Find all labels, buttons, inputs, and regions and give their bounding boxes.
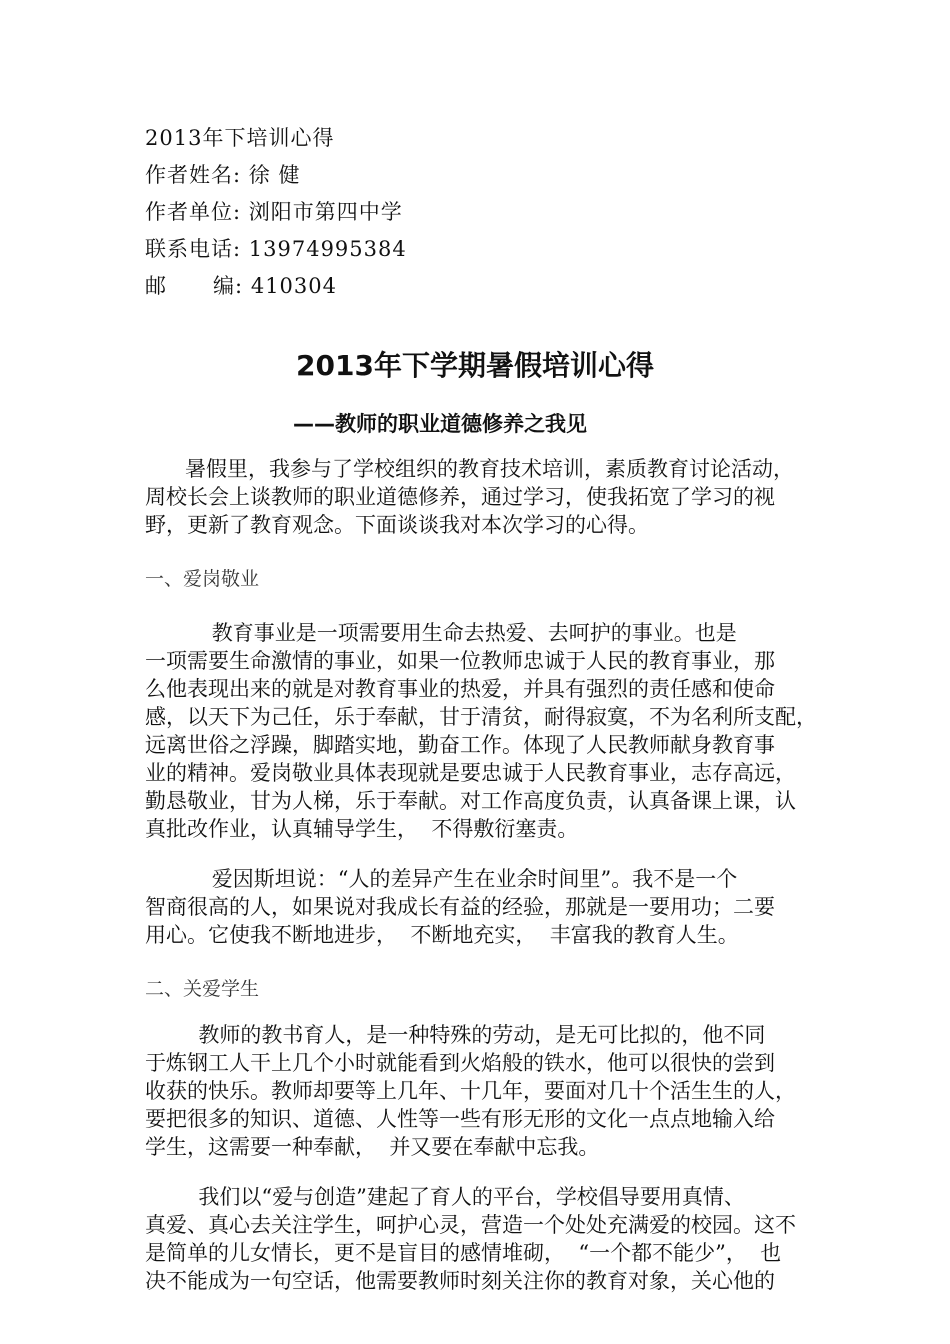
paragraph-line: 于炼钢工人干上几个小时就能看到火焰般的铁水，他可以很快的尝到 bbox=[145, 1051, 775, 1075]
paragraph-line: 勤恳敬业，甘为人梯，乐于奉献。对工作高度负责，认真备课上课，认 bbox=[145, 789, 796, 813]
paragraph-line: 一项需要生命激情的事业，如果一位教师忠诚于人民的教育事业，那 bbox=[145, 649, 775, 673]
author-unit-line bbox=[145, 194, 825, 231]
paragraph-line: 远离世俗之浮躁，脚踏实地，勤奋工作。体现了人民教师献身教育事 bbox=[145, 733, 775, 757]
paragraph-line: 真爱、真心去关注学生，呵护心灵，营造一个处处充满爱的校园。这不 bbox=[145, 1213, 796, 1237]
paragraph-line: 感，以天下为己任，乐于奉献，甘于清贫，耐得寂寞，不为名利所支配， bbox=[145, 705, 817, 729]
paragraph-line: 决不能成为一句空话，他需要教师时刻关注你的教育对象，关心他的 bbox=[145, 1269, 775, 1293]
paragraph-line: 爱因斯坦说：“人的差异产生在业余时间里”。我不是一个 bbox=[145, 867, 738, 891]
intro-line: 周校长会上谈教师的职业道德修养，通过学习，使我拓宽了学习的视 bbox=[145, 485, 775, 509]
phone-value: 13974995384 bbox=[248, 237, 407, 261]
section1-paragraph-2 bbox=[145, 865, 825, 949]
section-heading: 一、爱岗敬业 bbox=[145, 568, 260, 590]
header-title-line: 2013年下培训心得 bbox=[145, 126, 335, 150]
postcode-value: 410304 bbox=[250, 274, 337, 298]
paragraph-line: 教师的教书育人，是一种特殊的劳动，是无可比拟的，他不同 bbox=[145, 1023, 766, 1047]
author-name-line bbox=[145, 157, 825, 194]
unit-label: 作者单位: bbox=[145, 200, 242, 224]
paragraph-line: 学生，这需要一种奉献， 并又要在奉献中忘我。 bbox=[145, 1135, 600, 1159]
document-header bbox=[145, 120, 825, 305]
document-body bbox=[145, 455, 825, 1295]
paragraph-line: 么他表现出来的就是对教育事业的热爱，并具有强烈的责任感和使命 bbox=[145, 677, 775, 701]
document-title: 2013年下学期暑假培训心得 bbox=[296, 349, 654, 382]
phone-line bbox=[145, 231, 825, 268]
author-label: 作者姓名: bbox=[145, 163, 242, 187]
section2-paragraph-1 bbox=[145, 1021, 825, 1161]
paragraph-line: 我们以“爱与创造”建起了育人的平台，学校倡导要用真情、 bbox=[145, 1185, 745, 1209]
section1-paragraph-1 bbox=[145, 619, 825, 843]
paragraph-line: 业的精神。爱岗敬业具体表现就是要忠诚于人民教育事业，志存高远， bbox=[145, 761, 796, 785]
section-heading: 二、关爱学生 bbox=[145, 978, 260, 1000]
document-subtitle: ——教师的职业道德修养之我见 bbox=[293, 412, 587, 436]
paragraph-line: 收获的快乐。教师却要等上几年、十几年，要面对几十个活生生的人， bbox=[145, 1079, 796, 1103]
section2-paragraph-2 bbox=[145, 1183, 825, 1295]
paragraph-line: 要把很多的知识、道德、人性等一些有形无形的文化一点点地输入给 bbox=[145, 1107, 775, 1131]
author-value: 徐 健 bbox=[248, 163, 301, 187]
postcode-label: 邮 编: bbox=[145, 274, 244, 298]
intro-line: 野，更新了教育观念。下面谈谈我对本次学习的心得。 bbox=[145, 513, 649, 537]
phone-label: 联系电话: bbox=[145, 237, 242, 261]
paragraph-line: 智商很高的人，如果说对我成长有益的经验，那就是一要用功；二要 bbox=[145, 895, 775, 919]
paragraph-line: 用心。它使我不断地进步， 不断地充实， 丰富我的教育人生。 bbox=[145, 923, 739, 947]
paragraph-line: 是简单的儿女情长，更不是盲目的感情堆砌， “一个都不能少”， 也 bbox=[145, 1241, 782, 1265]
postcode-line bbox=[145, 268, 825, 305]
unit-value: 浏阳市第四中学 bbox=[248, 200, 403, 224]
intro-line: 暑假里，我参与了学校组织的教育技术培训，素质教育讨论活动， bbox=[145, 457, 795, 481]
paragraph-line: 真批改作业，认真辅导学生， 不得敷衍塞责。 bbox=[145, 817, 579, 841]
intro-paragraph bbox=[145, 455, 825, 539]
paragraph-line: 教育事业是一项需要用生命去热爱、去呵护的事业。也是 bbox=[145, 621, 737, 645]
